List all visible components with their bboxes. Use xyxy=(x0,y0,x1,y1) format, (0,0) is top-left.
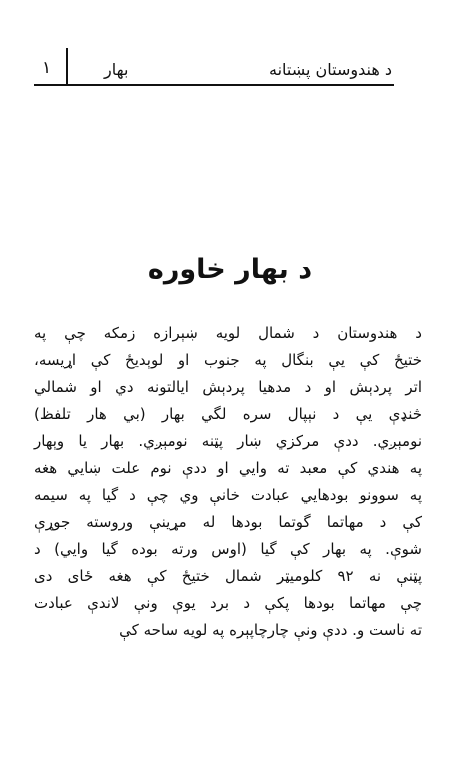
text-line: کې د مهاتما گوتما بودها له مړينې وروسته جوړې xyxy=(34,513,422,531)
text-line: اتر پردېش او د مدهيا پردېش ايالتونه دي او شمالي xyxy=(34,378,422,396)
chapter-heading: د بهار خاوره xyxy=(147,254,313,285)
text-line: په سوونو بودهايي عبادت خانې وي چې د گيا په سيمه xyxy=(34,486,422,504)
text-line: چې مهاتما بودها پکې د برد يوې ونې لاندې عبادت xyxy=(34,594,422,612)
header-divider xyxy=(66,48,68,84)
text-line: څنډې يې د نېپال سره لگي بهار (بي هار تلفظ) xyxy=(34,405,422,423)
text-line: پټنې نه ٩٢ کلوميټر شمال ختيځ کې هغه ځای دی xyxy=(34,567,423,585)
text-line: ختيځ کې يې بنگال په جنوب او لوېديځ کې اړيسه، xyxy=(34,351,422,369)
running-header xyxy=(34,54,394,84)
text-line: نومېږي. ددې مرکزي ښار پټنه نومېږي. بهار يا وېهار xyxy=(34,432,422,450)
book-title: د هندوستان پښتانه xyxy=(268,60,392,79)
body-paragraph xyxy=(34,320,422,644)
text-line: ته ناست و. ددې ونې چارچاپېره په لويه ساحه کې xyxy=(119,621,422,639)
header-rule xyxy=(34,84,394,86)
text-line: په هندي کې معبد ته وايي او ددې نوم علت ښايي هغه xyxy=(34,459,422,477)
page-number: ١ xyxy=(42,58,52,78)
text-line: شوې. په بهار کې گيا (اوس ورته بوده گيا وايي) د xyxy=(34,540,422,558)
chapter-name: بهار xyxy=(104,60,129,79)
text-line: د هندوستان د شمال لويه ښېرازه زمکه چې په xyxy=(34,324,422,342)
